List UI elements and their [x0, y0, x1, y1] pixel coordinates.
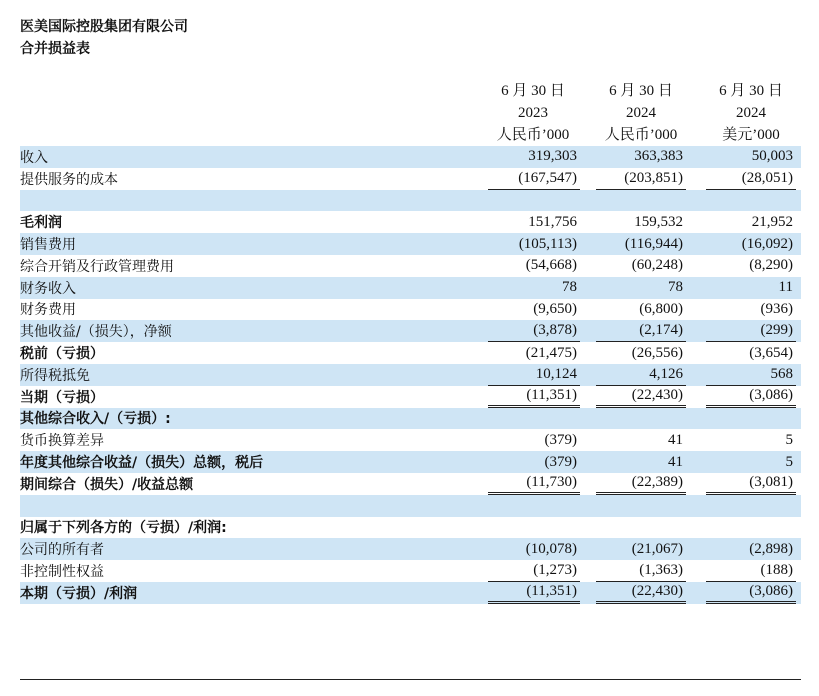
- row-oci-heading: [20, 408, 801, 430]
- value-2024-rmb: (2,174): [596, 320, 686, 342]
- value-2024-usd: (8,290): [749, 257, 793, 274]
- value-2024-usd: (299): [706, 320, 796, 342]
- income-statement-table: [20, 146, 801, 604]
- value-2024-usd: 50,003: [751, 148, 793, 165]
- row-label: 本期（亏损）/利润: [20, 585, 138, 602]
- column-unit: 人民币’000: [596, 124, 686, 147]
- value-2023-rmb: (21,475): [525, 344, 577, 361]
- statement-title: 合并损益表: [20, 41, 90, 57]
- value-2024-usd: (3,081): [706, 473, 796, 495]
- row-owners: [20, 538, 801, 560]
- value-2023-rmb: (379): [544, 453, 577, 470]
- row-attributable-heading: [20, 517, 801, 539]
- value-2024-usd: (2,898): [749, 540, 793, 557]
- row-currency-translation: [20, 429, 801, 451]
- row-total-oci: [20, 451, 801, 473]
- row-label: 其他收益/（损失），净额: [20, 324, 172, 341]
- value-2024-rmb: (203,851): [596, 168, 686, 190]
- row-gross-profit: [20, 211, 801, 233]
- row-other-gains-losses: [20, 320, 801, 342]
- value-2023-rmb: (1,273): [488, 560, 580, 582]
- column-header-2024-usd: [706, 80, 796, 147]
- row-cost-of-services: [20, 168, 801, 190]
- spacer-row: [20, 495, 801, 517]
- row-non-controlling: [20, 560, 801, 582]
- value-2023-rmb: (10,078): [525, 540, 577, 557]
- row-finance-costs: [20, 299, 801, 321]
- value-2023-rmb: 10,124: [488, 364, 580, 386]
- row-label: 综合开销及行政管理费用: [20, 258, 174, 275]
- value-2023-rmb: 151,756: [528, 213, 577, 230]
- row-label: 当期（亏损）: [20, 389, 104, 406]
- column-year: 2023: [518, 105, 548, 121]
- row-period-loss-profit: [20, 582, 801, 604]
- value-2024-usd: (3,086): [706, 386, 796, 408]
- value-2024-rmb: (26,556): [631, 344, 683, 361]
- value-2023-rmb: 78: [562, 279, 577, 296]
- value-2024-usd: 11: [778, 279, 793, 296]
- column-date: 6 月 30 日: [719, 83, 783, 99]
- row-label: 收入: [20, 149, 48, 166]
- value-2024-usd: 5: [785, 453, 793, 470]
- value-2024-rmb: (1,363): [596, 560, 686, 582]
- column-header-2024-rmb: [596, 80, 686, 147]
- value-2023-rmb: (105,113): [518, 235, 577, 252]
- column-date: 6 月 30 日: [609, 83, 673, 99]
- value-2024-usd: 568: [706, 364, 796, 386]
- column-date: 6 月 30 日: [501, 83, 565, 99]
- value-2024-usd: (188): [706, 560, 796, 582]
- row-label: 年度其他综合收益/（损失）总额，税后: [20, 455, 264, 472]
- row-label: 提供服务的成本: [20, 171, 118, 188]
- value-2024-usd: 21,952: [751, 213, 793, 230]
- row-selling-expenses: [20, 233, 801, 255]
- column-year: 2024: [736, 105, 766, 121]
- row-label: 财务收入: [20, 280, 76, 297]
- value-2024-rmb: (116,944): [624, 235, 683, 252]
- value-2024-rmb: (22,430): [596, 386, 686, 408]
- row-label: 所得税抵免: [20, 367, 90, 384]
- column-year: 2024: [626, 105, 656, 121]
- value-2023-rmb: (379): [544, 431, 577, 448]
- row-label: 公司的所有者: [20, 542, 104, 559]
- page-bottom-divider: [20, 679, 801, 680]
- column-unit: 人民币’000: [488, 124, 578, 147]
- row-label: 其他综合收入/（亏损）:: [20, 411, 171, 428]
- row-admin-expenses: [20, 255, 801, 277]
- value-2024-usd: (3,086): [706, 582, 796, 604]
- row-label: 归属于下列各方的（亏损）/利润:: [20, 520, 227, 537]
- value-2024-rmb: 78: [668, 279, 683, 296]
- row-finance-income: [20, 277, 801, 299]
- row-label: 销售费用: [20, 237, 76, 254]
- row-label: 毛利润: [20, 215, 62, 232]
- value-2024-rmb: 4,126: [596, 364, 686, 386]
- spacer-row: [20, 190, 801, 212]
- value-2024-rmb: (21,067): [631, 540, 683, 557]
- value-2024-rmb: (6,800): [639, 300, 683, 317]
- company-name: 医美国际控股集团有限公司: [20, 19, 188, 35]
- row-label: 财务费用: [20, 302, 76, 319]
- value-2024-rmb: 41: [668, 453, 683, 470]
- row-total-comprehensive: [20, 473, 801, 495]
- value-2024-rmb: (22,389): [596, 473, 686, 495]
- row-loss-for-period: [20, 386, 801, 408]
- row-loss-before-tax: [20, 342, 801, 364]
- value-2024-rmb: (60,248): [631, 257, 683, 274]
- value-2023-rmb: 319,303: [528, 148, 577, 165]
- value-2023-rmb: (54,668): [525, 257, 577, 274]
- row-income-tax-credit: [20, 364, 801, 386]
- value-2024-rmb: 41: [668, 431, 683, 448]
- value-2024-rmb: 159,532: [634, 213, 683, 230]
- value-2023-rmb: (9,650): [533, 300, 577, 317]
- value-2024-usd: (3,654): [749, 344, 793, 361]
- value-2023-rmb: (11,351): [488, 582, 580, 604]
- value-2023-rmb: (11,351): [488, 386, 580, 408]
- value-2024-usd: (936): [760, 300, 793, 317]
- row-label: 货币换算差异: [20, 433, 104, 450]
- value-2023-rmb: (167,547): [488, 168, 580, 190]
- column-unit: 美元’000: [706, 124, 796, 147]
- row-label: 非控制性权益: [20, 564, 104, 581]
- row-revenue: [20, 146, 801, 168]
- value-2024-usd: 5: [785, 431, 793, 448]
- value-2023-rmb: (11,730): [488, 473, 580, 495]
- value-2024-rmb: 363,383: [634, 148, 683, 165]
- value-2024-usd: (16,092): [741, 235, 793, 252]
- column-header-2023-rmb: [488, 80, 578, 147]
- row-label: 税前（亏损）: [20, 346, 104, 363]
- row-label: 期间综合（损失）/收益总额: [20, 476, 194, 493]
- value-2024-usd: (28,051): [706, 168, 796, 190]
- value-2023-rmb: (3,878): [488, 320, 580, 342]
- value-2024-rmb: (22,430): [596, 582, 686, 604]
